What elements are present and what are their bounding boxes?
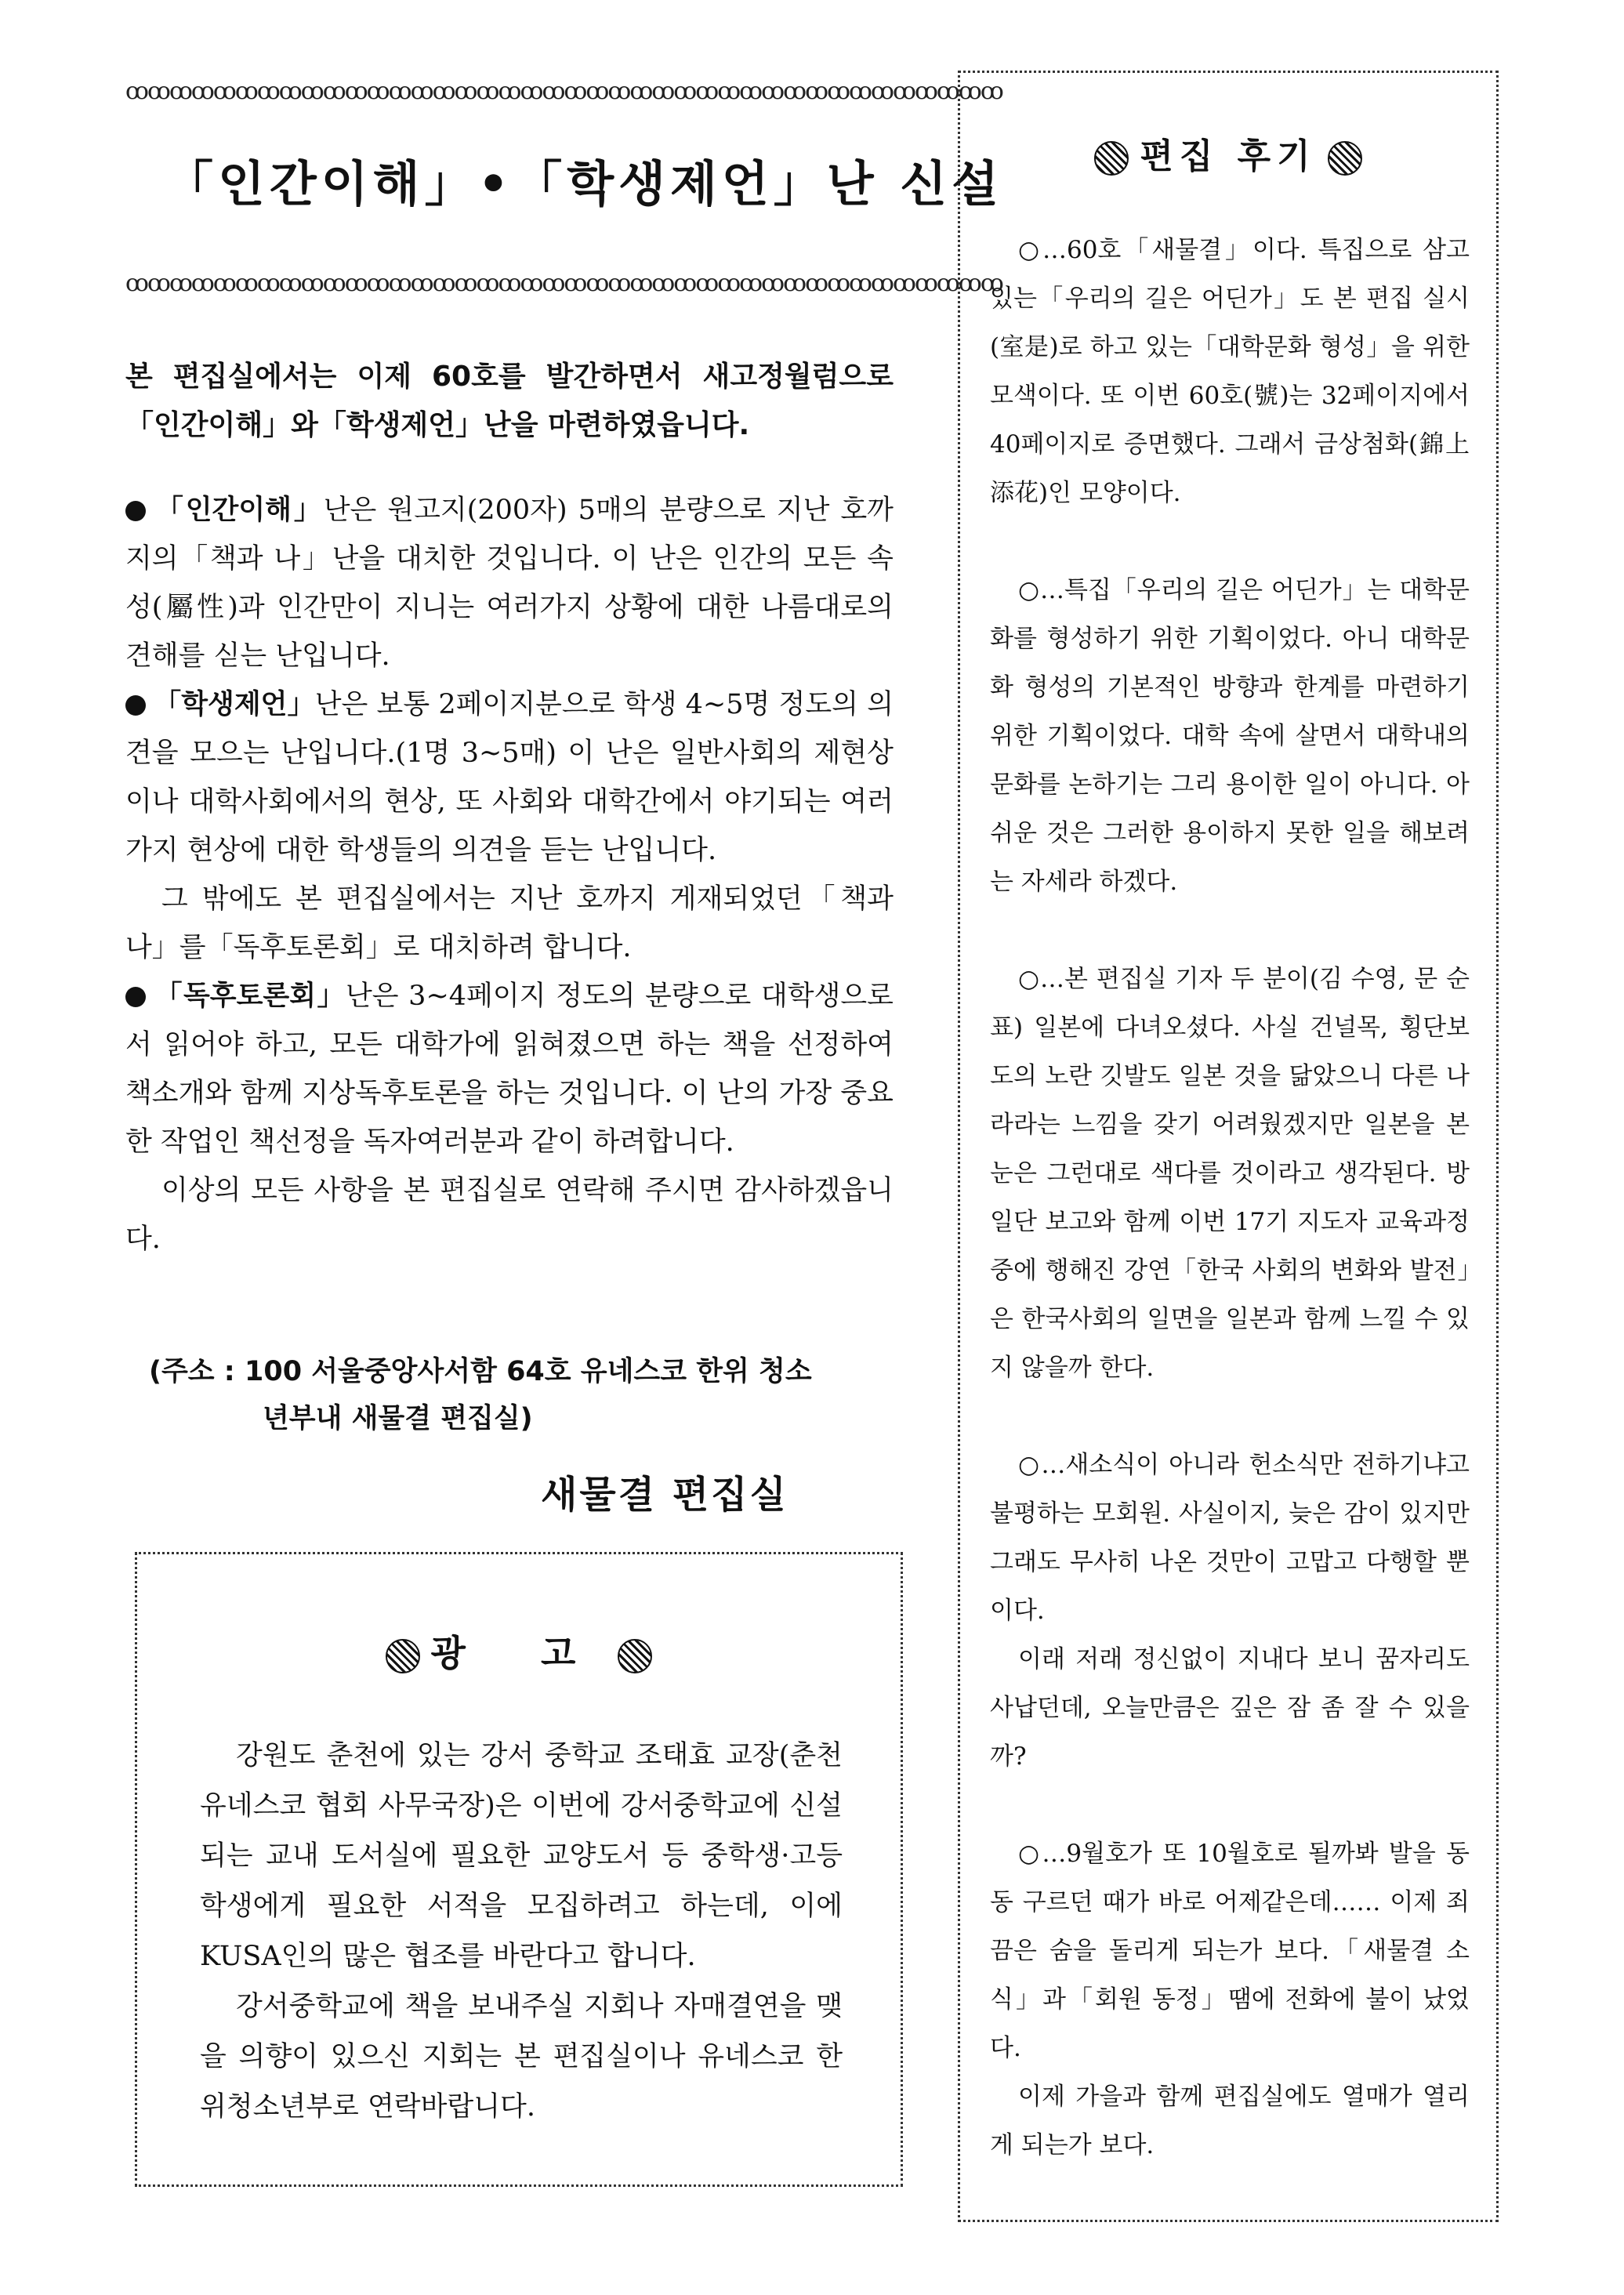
postscript-item — [990, 1829, 1470, 2170]
postscript-item — [990, 1441, 1470, 1781]
postscript-body — [990, 226, 1470, 2218]
column-name-label: 「독후토론회」 — [154, 981, 346, 1012]
postscript-item — [990, 955, 1470, 1392]
hatched-circle-icon — [1328, 141, 1362, 176]
signature: 새물결 편집실 — [541, 1473, 788, 1517]
ad-title — [137, 1625, 901, 1677]
postscript-paragraph: ○…9월호가 또 10월호로 될까봐 발을 동동 구르던 때가 바로 어제같은데…… 이제 죄끔은 숨을 돌리게 되는가 보다.「새물결 소식」과「회원 동정」땜에 전화에 불이 났었다. — [990, 1840, 1470, 2062]
address-block — [149, 1348, 894, 1442]
column-name-label: 「인간이해」 — [154, 495, 324, 526]
ad-title-text: 광 고 — [430, 1632, 607, 1674]
hatched-circle-icon — [1094, 141, 1129, 176]
body-paragraph-3: 그 밖에도 본 편집실에서는 지난 호까지 게재되었던「책과 나」를「독후토론회」로 대치하려 합니다. — [125, 883, 894, 963]
top-ornament-rule: ꝏꝏꝏꝏꝏꝏꝏꝏꝏꝏꝏꝏꝏꝏꝏꝏꝏꝏꝏꝏꝏꝏꝏꝏꝏꝏꝏꝏꝏꝏꝏꝏꝏꝏꝏꝏꝏꝏꝏꝏ — [125, 78, 1002, 105]
body-paragraph-5: 이상의 모든 사항을 본 편집실로 연락해 주시면 감사하겠읍니다. — [125, 1175, 894, 1255]
address-line: 년부내 새물결 편집실) — [263, 1403, 533, 1434]
column-name-label: 「학생제언」 — [154, 689, 315, 720]
postscript-item — [990, 566, 1470, 906]
postscript-paragraph: ○…특집「우리의 길은 어딘가」는 대학문화를 형성하기 위한 기획이었다. 아니 대학문화 형성의 기본적인 방향과 한계를 마련하기 위한 기획이었다. 대학 속에 살면서 대학내의 문화를 논하기는 그리 용이한 일이 아니다. 아쉬운 것은 그러한 용이하지 못한 일을 해보려는 자세라 하겠다. — [990, 576, 1470, 896]
body-paragraph-2 — [125, 680, 894, 875]
announcement-body — [125, 486, 894, 1264]
body-text: 난은 원고지(200자) 5매의 분량으로 지난 호까지의「책과 나」난을 대치한 것입니다. 이 난은 인간의 모든 속성(屬性)과 인간만이 지니는 여러가지 상황에 대한 나름대로의 견해를 싣는 난입니다. — [125, 495, 894, 672]
body-paragraph-4 — [125, 972, 894, 1166]
bullet-icon — [125, 987, 146, 1007]
advertisement-box — [135, 1552, 903, 2187]
postscript-paragraph: ○…본 편집실 기자 두 분이(김 수영, 문 순표) 일본에 다녀오셨다. 사실 건널목, 횡단보도의 노란 깃발도 일본 것을 닮았으니 다른 나라라는 느낌을 갖기 어려웠겠지만 일본을 본 눈은 그런대로 색다를 것이라고 생각된다. 방일단 보고와 함께 이번 17기 지도자 교육과정 중에 행해진 강연「한국 사회의 변화와 발전」은 한국사회의 일면을 일본과 함께 느낄 수 있지 않을까 한다. — [990, 965, 1470, 1382]
ad-paragraph: 강원도 춘천에 있는 강서 중학교 조태효 교장(춘천 유네스코 협회 사무국장)은 이번에 강서중학교에 신설되는 교내 도서실에 필요한 교양도서 등 중학생·고등학생에게 필요한 서적을 모집하려고 하는데, 이에 KUSA인의 많은 협조를 바란다고 합니다. — [200, 1740, 843, 1972]
hatched-circle-icon — [618, 1639, 652, 1673]
address-line: (주소 : 100 서울중앙사서함 64호 유네스코 한위 청소 — [149, 1356, 812, 1387]
postscript-paragraph: 이제 가을과 함께 편집실에도 열매가 열리게 되는가 보다. — [990, 2083, 1470, 2159]
postscript-item — [990, 226, 1470, 517]
bullet-icon — [125, 501, 146, 521]
ad-paragraph: 강서중학교에 책을 보내주실 지회나 자매결연을 맺을 의향이 있으신 지회는 본 편집실이나 유네스코 한위청소년부로 연락바랍니다. — [200, 1991, 843, 2123]
postscript-paragraph: 이래 저래 정신없이 지내다 보니 꿈자리도 사납던데, 오늘만큼은 깊은 잠 좀 잘 수 있을까? — [990, 1645, 1470, 1771]
page-headline: 「인간이해」•「학생제언」난 신설 — [165, 155, 1004, 212]
hatched-circle-icon — [386, 1639, 420, 1673]
bottom-ornament-rule: ꝏꝏꝏꝏꝏꝏꝏꝏꝏꝏꝏꝏꝏꝏꝏꝏꝏꝏꝏꝏꝏꝏꝏꝏꝏꝏꝏꝏꝏꝏꝏꝏꝏꝏꝏꝏꝏꝏꝏꝏ — [125, 270, 1002, 297]
postscript-paragraph: ○…60호「새물결」이다. 특집으로 삼고있는「우리의 길은 어딘가」도 본 편집 실시(室是)로 하고 있는「대학문화 형성」을 위한 모색이다. 또 이번 60호(號)는 32페이지에서 40페이지로 증면했다. 그래서 금상첨화(錦上添花)인 모양이다. — [990, 236, 1470, 507]
postscript-paragraph: ○…새소식이 아니라 헌소식만 전하기냐고 불평하는 모회원. 사실이지, 늦은 감이 있지만 그래도 무사히 나온 것만이 고맙고 다행할 뿐이다. — [990, 1451, 1470, 1625]
body-text: 난은 보통 2페이지분으로 학생 4~5명 정도의 의견을 모으는 난입니다.(1명 3~5매) 이 난은 일반사회의 제현상이나 대학사회에서의 현상, 또 사회와 대학간에서 야기되는 여러가지 현상에 대한 학생들의 의견을 듣는 난입니다. — [125, 689, 894, 866]
ad-body — [200, 1731, 843, 2132]
bullet-icon — [125, 695, 146, 716]
editor-postscript-box — [958, 71, 1499, 2222]
intro-paragraph: 본 편집실에서는 이제 60호를 발간하면서 새고정월럼으로「인간이해」와「학생제언」난을 마련하였읍니다. — [125, 361, 894, 441]
body-paragraph-1 — [125, 486, 894, 680]
postscript-title-text: 편집 후기 — [1140, 136, 1317, 176]
body-text: 난은 3~4페이지 정도의 분량으로 대학생으로서 읽어야 하고, 모든 대학가에 읽혀졌으면 하는 책을 선정하여 책소개와 함께 지상독후토론을 하는 것입니다. 이 난의 가장 중요한 작업인 책선정을 독자여러분과 같이 하려합니다. — [125, 981, 894, 1158]
postscript-title — [960, 128, 1496, 178]
